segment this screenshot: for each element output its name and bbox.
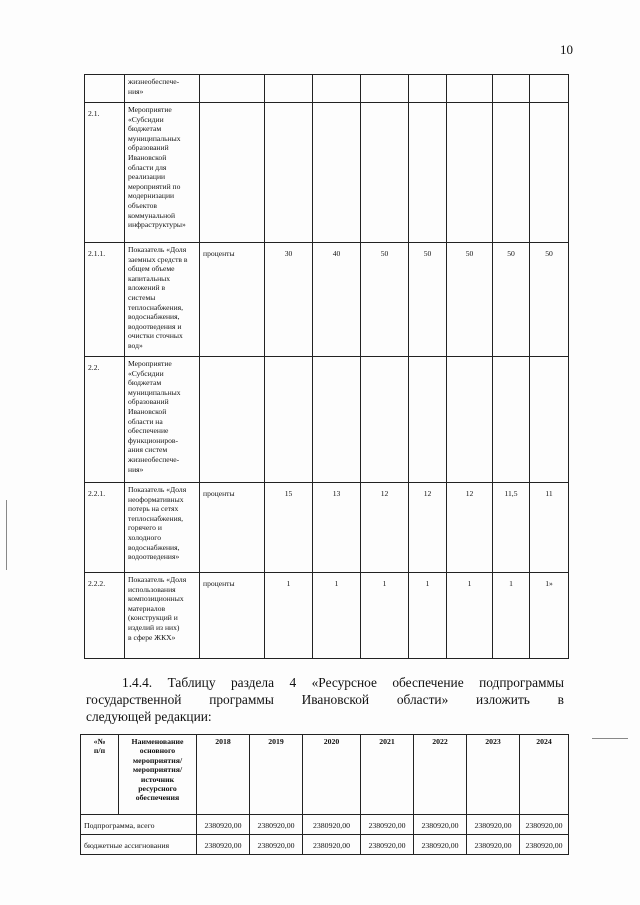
resource-amount: 2380920,00 [250, 835, 303, 855]
resource-amount: 2380920,00 [520, 815, 569, 835]
row-value: 50 [530, 243, 569, 357]
row-name: Мероприятие «Субсидии бюджетам муниципальных образований Ивановской области на обеспечение функциониров- ания систем жизнеобеспече- ния» [125, 357, 200, 483]
indicator-row [85, 243, 569, 357]
resource-row-label: бюджетные ассигнования [81, 835, 197, 855]
row-value [447, 103, 493, 243]
row-value [265, 75, 313, 103]
row-code: 2.2.1. [85, 483, 125, 573]
header-year: 2020 [303, 735, 361, 815]
instruction-paragraph [86, 674, 564, 725]
header-year: 2021 [361, 735, 414, 815]
row-value [313, 103, 361, 243]
row-value [361, 357, 409, 483]
row-value [530, 357, 569, 483]
header-name: Наименование основного мероприятия/ мероприятия/ источник ресурсного обеспечения [119, 735, 197, 815]
row-unit: проценты [200, 573, 265, 659]
row-value [265, 357, 313, 483]
resource-amount: 2380920,00 [197, 835, 250, 855]
resource-amount: 2380920,00 [414, 835, 467, 855]
row-value [361, 103, 409, 243]
row-value [313, 357, 361, 483]
resource-amount: 2380920,00 [361, 815, 414, 835]
indicators-table [84, 74, 569, 659]
header-year: 2019 [250, 735, 303, 815]
row-code [85, 75, 125, 103]
row-value: 50 [447, 243, 493, 357]
row-value: 12 [447, 483, 493, 573]
row-value [447, 75, 493, 103]
row-value: 50 [361, 243, 409, 357]
resource-amount: 2380920,00 [467, 815, 520, 835]
header-year: 2024 [520, 735, 569, 815]
scan-edge-mark [592, 738, 628, 739]
row-value [409, 103, 447, 243]
resource-amount: 2380920,00 [414, 815, 467, 835]
row-value [313, 75, 361, 103]
row-value: 1 [447, 573, 493, 659]
row-value [409, 357, 447, 483]
header-year: 2018 [197, 735, 250, 815]
row-value: 11,5 [493, 483, 530, 573]
indicator-row [85, 357, 569, 483]
row-code: 2.2.2. [85, 573, 125, 659]
row-name: Показатель «Доля неоформативных потерь на сетях теплоснабжения, горячего и холодного водоснабжения, водоотведения» [125, 483, 200, 573]
resource-amount: 2380920,00 [303, 835, 361, 855]
row-value [530, 103, 569, 243]
row-code: 2.1. [85, 103, 125, 243]
row-value: 12 [409, 483, 447, 573]
row-value: 1» [530, 573, 569, 659]
row-value [265, 103, 313, 243]
row-value: 12 [361, 483, 409, 573]
resource-header-row [81, 735, 569, 815]
paragraph-line-1: 1.4.4. Таблицу раздела 4 «Ресурсное обеспечение подпрограммы [122, 675, 564, 690]
row-value: 30 [265, 243, 313, 357]
row-value: 13 [313, 483, 361, 573]
row-name: Показатель «Доля использования композиционных материалов (конструкций и изделий из них) в сфере ЖКХ» [125, 573, 200, 659]
indicator-row [85, 75, 569, 103]
row-unit [200, 75, 265, 103]
resource-amount: 2380920,00 [250, 815, 303, 835]
indicator-row [85, 573, 569, 659]
resource-row-label: Подпрограмма, всего [81, 815, 197, 835]
row-value [361, 75, 409, 103]
row-value: 40 [313, 243, 361, 357]
row-unit: проценты [200, 483, 265, 573]
header-year: 2022 [414, 735, 467, 815]
row-value: 1 [493, 573, 530, 659]
resource-table [80, 734, 569, 855]
row-value [409, 75, 447, 103]
row-unit: проценты [200, 243, 265, 357]
row-value: 50 [409, 243, 447, 357]
row-value: 50 [493, 243, 530, 357]
row-code: 2.2. [85, 357, 125, 483]
row-name: Показатель «Доля заемных средств в общем объеме капитальных вложений в системы теплоснабжения, водоснабжения, водоотведения и очистки сточных вод» [125, 243, 200, 357]
row-unit [200, 357, 265, 483]
paragraph-line-3: следующей редакции: [86, 709, 212, 724]
row-unit [200, 103, 265, 243]
resource-row [81, 835, 569, 855]
resource-amount: 2380920,00 [303, 815, 361, 835]
row-value: 11 [530, 483, 569, 573]
row-value [493, 75, 530, 103]
resource-amount: 2380920,00 [197, 815, 250, 835]
row-value [530, 75, 569, 103]
row-value: 1 [265, 573, 313, 659]
indicator-row [85, 483, 569, 573]
resource-row [81, 815, 569, 835]
row-value [447, 357, 493, 483]
header-year: 2023 [467, 735, 520, 815]
row-value: 1 [361, 573, 409, 659]
row-value [493, 357, 530, 483]
row-code: 2.1.1. [85, 243, 125, 357]
header-num: «№ п/п [81, 735, 119, 815]
row-value: 15 [265, 483, 313, 573]
resource-amount: 2380920,00 [467, 835, 520, 855]
page-number: 10 [560, 42, 573, 57]
scan-edge-mark [6, 500, 7, 570]
paragraph-line-2: государственной программы Ивановской области» изложить в [86, 692, 564, 707]
resource-amount: 2380920,00 [361, 835, 414, 855]
row-name: Мероприятие «Субсидии бюджетам муниципальных образований Ивановской области для реализации мероприятий по модернизации объектов коммунальной инфраструктуры» [125, 103, 200, 243]
resource-amount: 2380920,00 [520, 835, 569, 855]
row-value: 1 [409, 573, 447, 659]
row-value: 1 [313, 573, 361, 659]
indicator-row [85, 103, 569, 243]
row-name: жизнеобеспече- ния» [125, 75, 200, 103]
row-value [493, 103, 530, 243]
